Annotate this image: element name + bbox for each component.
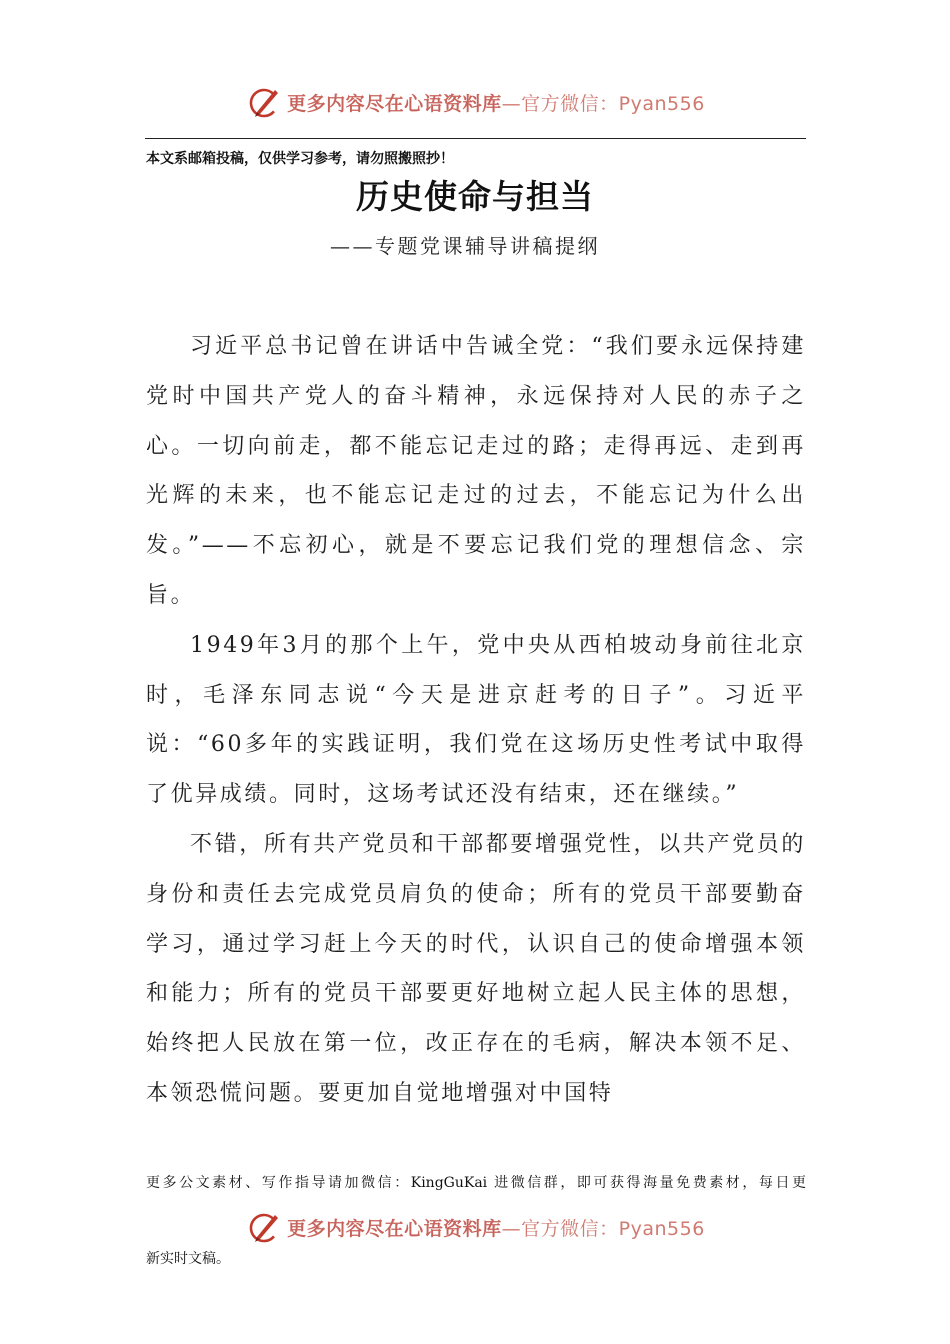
- header-rule: [145, 138, 806, 139]
- paragraph-1: 习近平总书记曾在讲话中告诫全党：“我们要永远保持建党时中国共产党人的奋斗精神，永远保持对人民的赤子之心。一切向前走，都不能忘记走过的路；走得再远、走到再光辉的未来，也不能忘记走过的过去，不能忘记为什么出发。”——不忘初心，就是不要忘记我们党的理想信念、宗旨。: [146, 334, 806, 608]
- document-subtitle: ——专题党课辅导讲稿提纲: [330, 234, 600, 258]
- submission-notice: 本文系邮箱投稿，仅供学习参考，请勿照搬照抄！: [146, 151, 454, 167]
- paragraph-2: 1949年3月的那个上午，党中央从西柏坡动身前往北京时，毛泽东同志说“今天是进京赶考的日子”。习近平说：“60多年的实践证明，我们党在这场历史性考试中取得了优异成绩。同时，这场考试还没有结束，还在继续。”: [146, 632, 806, 808]
- footer-promo-line-2: 新实时文稿。: [146, 1251, 230, 1267]
- pen-logo-icon: [245, 1207, 285, 1247]
- pen-logo-icon: [245, 82, 285, 122]
- header-banner: [0, 80, 950, 124]
- banner-contact-text: —官方微信：Pyan556: [501, 1217, 705, 1240]
- banner-brand-text: 更多内容尽在心语资料库: [287, 1217, 502, 1240]
- document-title: 历史使命与担当: [356, 177, 594, 216]
- footer-promo-line-1: 更多公文素材、写作指导请加微信：KingGuKai 进微信群，即可获得海量免费素材，每日更: [146, 1175, 806, 1191]
- document-body: [146, 322, 806, 1119]
- paragraph-3: 不错，所有共产党员和干部都要增强党性，以共产党员的身份和责任去完成党员肩负的使命；所有的党员干部要勤奋学习，通过学习赶上今天的时代，认识自己的使命增强本领和能力；所有的党员干部要更好地树立起人民主体的思想，始终把人民放在第一位，改正存在的毛病，解决本领不足、本领恐慌问题。要更加自觉地增强对中国特: [146, 831, 806, 1106]
- footer-banner: [0, 1205, 950, 1249]
- banner-contact-text: —官方微信：Pyan556: [501, 92, 705, 115]
- banner-brand-text: 更多内容尽在心语资料库: [287, 92, 502, 115]
